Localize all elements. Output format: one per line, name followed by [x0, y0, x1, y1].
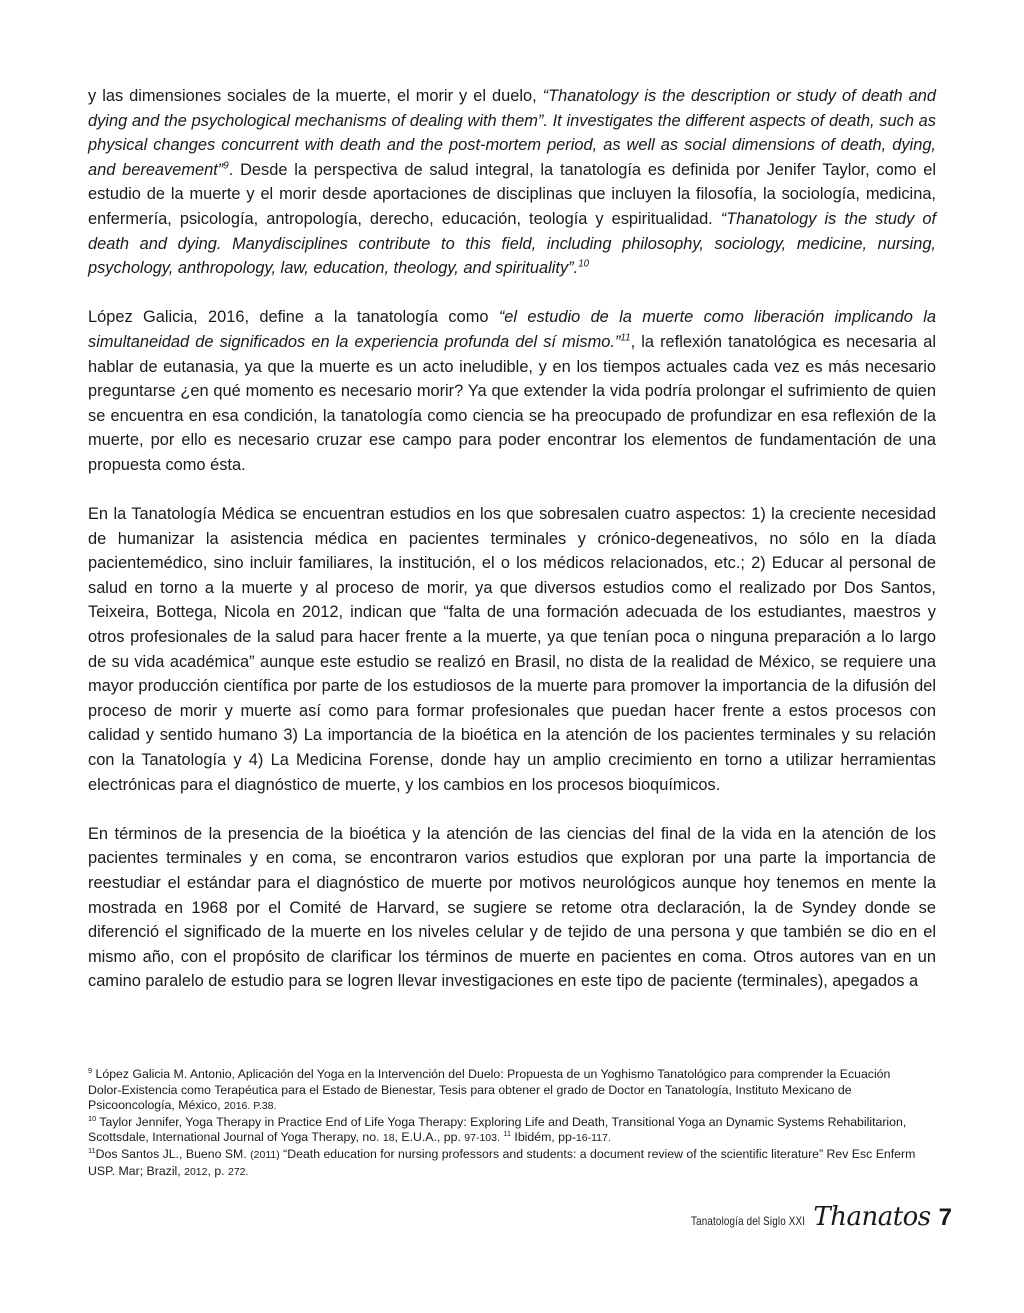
text-run: 97-103.	[464, 1132, 500, 1145]
text-run: (2011)	[250, 1148, 280, 1161]
paragraph-1	[88, 84, 936, 281]
text-run: 2016. P.38.	[224, 1100, 277, 1113]
footnote-ref: 10	[578, 258, 590, 270]
text-run: , E.U.A., pp.	[394, 1130, 465, 1145]
paragraph-3	[88, 502, 936, 797]
footnote-9	[88, 1067, 918, 1115]
footnote-ref: 10	[88, 1113, 97, 1123]
text-run: López Galicia, 2016, define a la tanatología como	[88, 308, 499, 327]
footnotes	[88, 1067, 918, 1180]
text-run: “Thanatology is the description or study of death and dying and the psychological mechanisms of dealing with them”. It investigates the different aspects of death, such as physical changes concurrent with death and the post-mortem period, as well as social dimensions of death, dying, and bereavement”	[88, 87, 937, 179]
paragraph-4	[88, 822, 936, 994]
text-run: En términos de la presencia de la bioética y la atención de las ciencias del final de la vida en la atención de los pacientes terminales y en coma, se encontraron varios estudios que exploran por una parte la importancia de reestudiar el estándar para el diagnóstico de muerte por motivos neurológicos aunque hoy tenemos en mente la mostrada en 1968 por el Comité de Harvard, se sugiere se retome otra declaración, la de Syndey donde se diferenció el significado de la muerte en los niveles celular y de tejido de una persona y que también se dio en el mismo año, con el propósito de clarificar los términos de muerte en pacientes en coma. Otros autores van en un camino paralelo de estudio para se logren llevar investigaciones en este tipo de paciente (terminales), apegados a	[88, 824, 936, 991]
footnote-ref: 9	[88, 1065, 93, 1075]
footnote-ref: 11	[620, 332, 631, 344]
text-run: 272.	[228, 1165, 249, 1178]
paragraph-2	[88, 305, 936, 477]
text-run: 16-117.	[575, 1132, 611, 1145]
text-run: En la Tanatología Médica se encuentran estudios en los que sobresalen cuatro aspectos: 1) la creciente necesidad de humanizar la asistencia médica en pacientes terminales y crónico-degeneativos, no sólo en la díada pacientemédico, sino incluir familiares, la institución, el o los médicos relacionados, etc.; 2) Educar al personal de salud en torno a la muerte y al proceso de morir, ya que diversos estudios como el realizado por Dos Santos, Teixeira, Bottega, Nicola en 2012, indican que “falta de una formación adecuada de los estudiantes, maestros y otros profesionales de la salud para hacer frente a la muerte, ya que tenían poca o ninguna preparación a lo largo de su vida académica” aunque este estudio se realizó en Brasil, no dista de la realidad de México, se requiere una mayor producción científica por parte de los estudiosos de la muerte para promover la importancia de la difusión del proceso de morir y muerte así como para formar profesionales que puedan hacer frente a estos procesos con calidad y sentido humano 3) La importancia de la bioética en la atención de los pacientes terminales y su relación con la Tanatología y 4) La Medicina Forense, donde hay un amplio crecimiento en torno a utilizar herramientas electrónicas para el diagnóstico de muerte, y los cambios en los procesos bioquímicos.	[88, 505, 936, 794]
footnote-ref: 11	[503, 1129, 511, 1139]
text-run: y las dimensiones sociales de la muerte, el morir y el duelo,	[88, 87, 543, 105]
page-number: 7	[938, 1204, 952, 1231]
page-footer	[666, 1202, 952, 1232]
journal-name: Tanatología del Siglo XXI	[691, 1214, 806, 1228]
text-run: Taylor Jennifer, Yoga Therapy in Practice End of Life Yoga Therapy: Exploring Life and Death, Transitional Yoga an Dynamic Systems Rehabilitarion, Scottsdale, International Journal of Yoga Therapy, no.	[88, 1114, 907, 1145]
journal-logo: Thanatos	[813, 1202, 931, 1232]
footnote-11	[88, 1147, 918, 1180]
text-run: 2012	[184, 1165, 208, 1178]
text-run: , p.	[207, 1163, 228, 1178]
text-run: “Thanatology is the study of death and dying. Manydisciplines contribute to this field, including philosophy, sociology, medicine, nursing, psychology, anthropology, law, education, theology, and spirituality”.	[88, 209, 936, 278]
footnote-ref: 11	[88, 1145, 96, 1155]
text-run: “Death education for nursing professors and students: a document review of the scientific literature” Rev Esc Enferm USP. Mar; Brazil,	[88, 1146, 916, 1178]
text-run: 18	[382, 1132, 395, 1145]
text-run: López Galicia M. Antonio, Aplicación del Yoga en la Intervención del Duelo: Propuesta de un Yoghismo Tanatológico para comprender la Ecuación Dolor-Existencia como Terapéutica para el Estado de Bienestar, Tesis para obtener el grado de Doctor en Tanatología, Instituto Mexicano de Psicooncología, México,	[88, 1067, 891, 1113]
text-run: Ibidém, pp-	[510, 1130, 576, 1145]
footnote-10	[88, 1115, 918, 1147]
text-run: . Desde la perspectiva de salud integral, la tanatología es definida por Jenifer Taylor, como el estudio de la muerte y el morir desde aportaciones de disciplinas que incluyen la filosofía, la sociología, medicina, enfermería, psicología, antropología, derecho, educación, teología y espiritualidad.	[88, 160, 937, 228]
text-run: Dos Santos JL., Bueno SM.	[95, 1146, 251, 1161]
text-run: “el estudio de la muerte como liberación implicando la simultaneidad de significados en la experiencia profunda del sí mismo.”	[88, 308, 936, 351]
body-text	[88, 84, 936, 1019]
text-run: , la reflexión tanatológica es necesaria al hablar de eutanasia, ya que la muerte es un acto ineludible, y en los tiempos actuales cada vez es más necesario preguntarse ¿en qué momento es necesario morir? Ya que extender la vida podría prolongar el sufrimiento de quien se encuentra en esa condición, la tanatología como ciencia se ha preocupado de profundizar en esa reflexión de la muerte, por ello es necesario cruzar ese campo para poder encontrar los elementos de fundamentación de una propuesta como ésta.	[88, 332, 936, 474]
footnote-ref: 9	[223, 160, 229, 172]
